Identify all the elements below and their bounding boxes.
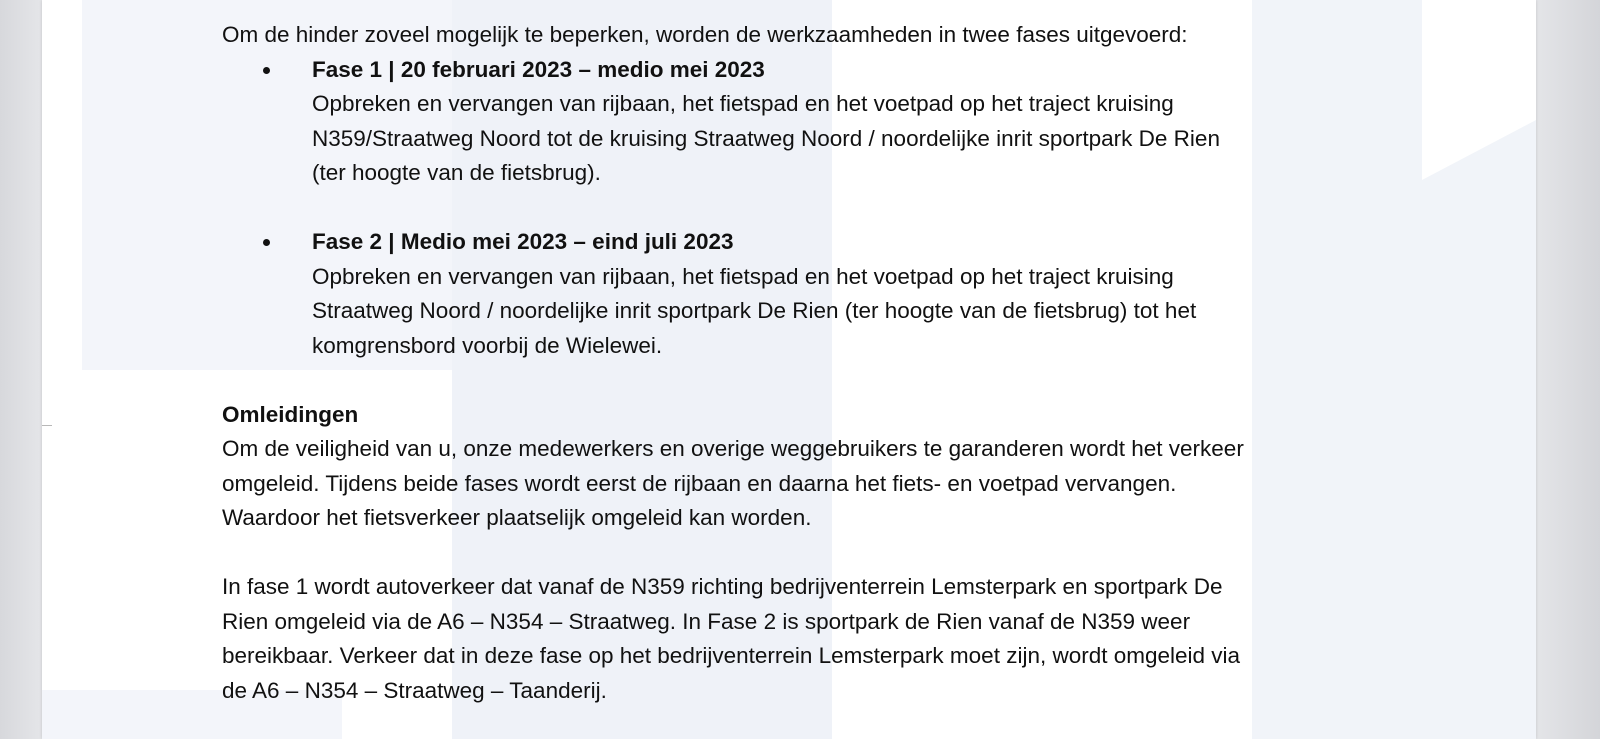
phase-2-line: Opbreken en vervangen van rijbaan, het fietspad en het voetpad op het traject kruising	[312, 263, 1174, 289]
phase-1-line: N359/Straatweg Noord tot de kruising Straatweg Noord / noordelijke inrit sportpark De Rien	[312, 125, 1220, 151]
spacer	[222, 363, 1402, 398]
detours-paragraph-2-line: de A6 – N354 – Straatweg – Taanderij.	[222, 677, 607, 703]
phase-1-title: Fase 1 | 20 februari 2023 – medio mei 2023	[312, 56, 765, 82]
detours-paragraph-1-line: Om de veiligheid van u, onze medewerkers en overige weggebruikers te garanderen wordt het verkeer	[222, 436, 1244, 461]
detours-paragraph-1-line: Waardoor het fietsverkeer plaatselijk omgeleid kan worden.	[222, 505, 812, 530]
phase-2-line: komgrensbord voorbij de Wielewei.	[312, 332, 663, 358]
phase-2-item	[222, 225, 1402, 363]
phase-1-line: (ter hoogte van de fietsbrug).	[312, 160, 601, 185]
detours-paragraph-2-line: Rien omgeleid via de A6 – N354 – Straatweg. In Fase 2 is sportpark de Rien vanaf de N359 weer	[222, 608, 1191, 634]
intro-text: Om de hinder zoveel mogelijk te beperken, worden de werkzaamheden in twee fases uitgevoerd:	[222, 22, 1188, 47]
document-page	[42, 0, 1536, 739]
detours-heading: Omleidingen	[222, 401, 359, 427]
phase-1-item	[222, 53, 1402, 191]
detours-paragraph-2-line: In fase 1 wordt autoverkeer dat vanaf de N359 richting bedrijventerrein Lemsterpark en sportpark De	[222, 574, 1223, 599]
bullet-icon	[263, 67, 270, 74]
bullet-icon	[263, 239, 270, 246]
spacer	[222, 536, 1402, 571]
phase-2-title: Fase 2 | Medio mei 2023 – eind juli 2023	[312, 229, 734, 254]
detours-paragraph-2-line: bereikbaar. Verkeer dat in deze fase op het bedrijventerrein Lemsterpark moet zijn, wordt omgeleid via	[222, 643, 1241, 668]
margin-tick	[42, 425, 52, 426]
phase-1-line: Opbreken en vervangen van rijbaan, het fietspad en het voetpad op het traject kruising	[312, 91, 1174, 116]
detours-paragraph-1-line: omgeleid. Tijdens beide fases wordt eerst de rijbaan en daarna het fiets- en voetpad vervangen.	[222, 470, 1177, 496]
document-body	[222, 18, 1402, 708]
spacer	[222, 191, 1402, 226]
phase-2-line: Straatweg Noord / noordelijke inrit sportpark De Rien (ter hoogte van de fietsbrug) tot het	[312, 298, 1197, 323]
